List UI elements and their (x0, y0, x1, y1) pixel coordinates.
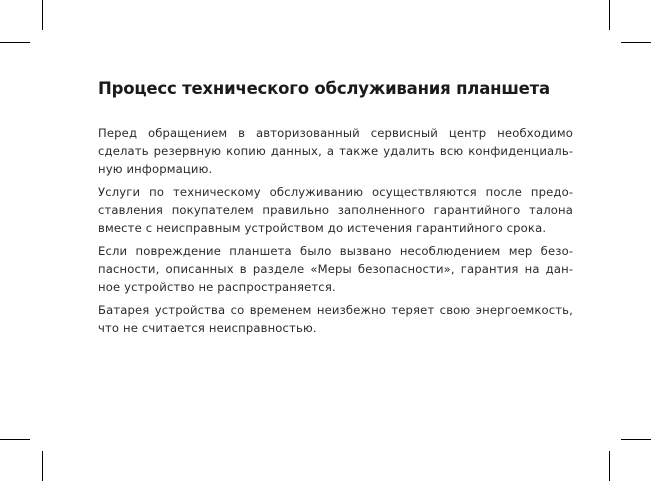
crop-mark-top-right-horizontal (621, 42, 651, 43)
paragraph-service-conditions: Услуги по техническому обслуживанию осуществляются после предоставления покупателем правильно заполненного гарантийного талона вместе с неисправным устройством до истечения гарантийного срока. (98, 185, 573, 235)
page-title: Процесс технического обслуживания планшета (98, 79, 550, 98)
paragraph-battery: Батарея устройства со временем неизбежно теряет свою энергоемкость, что не считается неисправностью. (98, 303, 573, 335)
document-page (98, 78, 573, 342)
paragraph-safety-warranty: Если повреждение планшета было вызвано несоблюдением мер безопасности, описанных в разделе «Меры безопасности», гарантия на данное устройство не распространяется. (98, 244, 573, 294)
paragraph-backup: Перед обращением в авторизованный сервисный центр необходимо сделать резервную копию данных, а также удалить всю конфиденциальную информацию. (98, 126, 573, 176)
crop-mark-top-left-horizontal (0, 42, 30, 43)
crop-mark-bottom-right-vertical (609, 451, 610, 481)
crop-mark-bottom-left-horizontal (0, 439, 30, 440)
crop-mark-bottom-left-vertical (42, 451, 43, 481)
crop-mark-bottom-right-horizontal (621, 439, 651, 440)
document-body (98, 124, 573, 337)
crop-mark-top-left-vertical (42, 0, 43, 30)
crop-mark-top-right-vertical (609, 0, 610, 30)
